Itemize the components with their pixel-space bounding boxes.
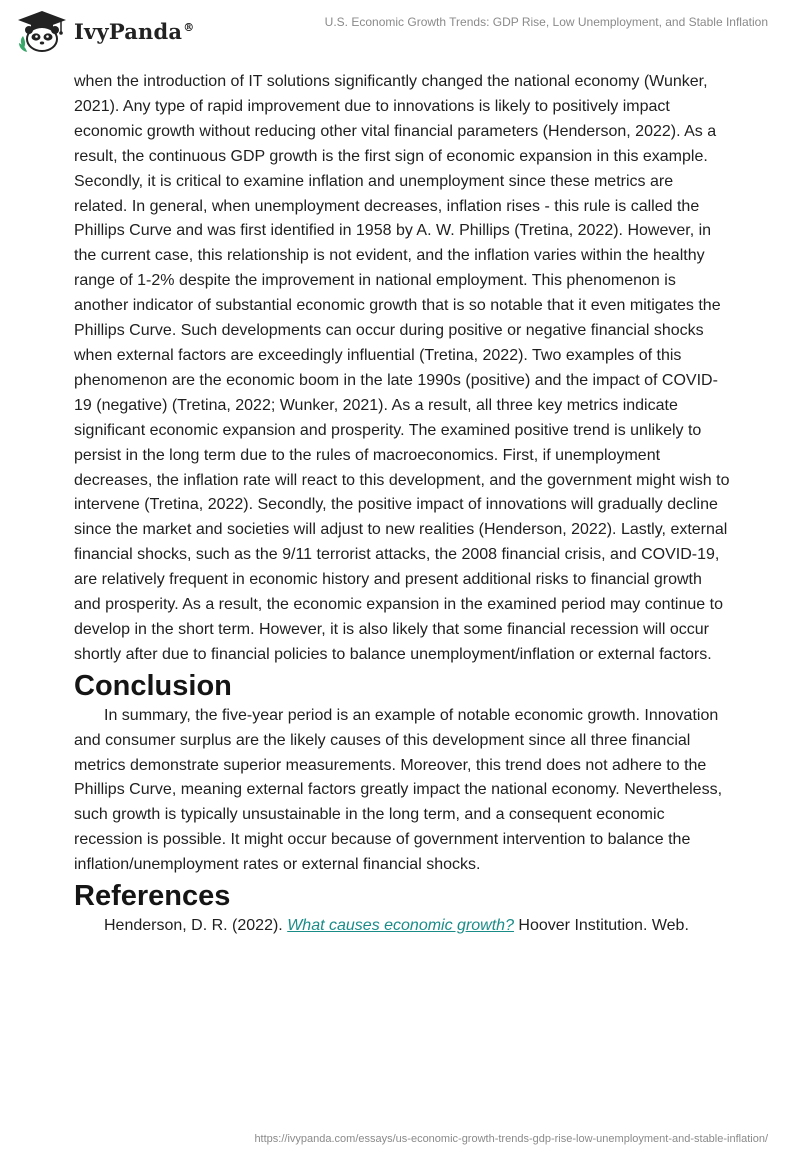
reference-source: Hoover Institution. Web. [513,917,689,935]
references-heading: References [74,880,231,913]
essay-content [74,70,730,938]
conclusion-paragraph: In summary, the five-year period is an example of notable economic growth. Innovation and consumer surplus are the likely causes of this development since all three financial metrics demonstrate superior measurements. Moreover, this trend does not adhere to the Phillips Curve, meaning external factors greatly impact the national economy. Nevertheless, such growth is typically unsustainable in the long term, and a consequent economic recession is possible. It might occur because of government intervention to balance the inflation/unemployment rates or external financial shocks. [74,706,723,874]
conclusion-heading: Conclusion [74,669,232,702]
reference-link[interactable]: What causes economic growth? [287,917,514,935]
document-title: U.S. Economic Growth Trends: GDP Rise, Low Unemployment, and Stable Inflation [324,15,768,29]
ivypanda-logo[interactable] [14,8,194,54]
brand-name: IvyPanda® [74,18,195,44]
reference-item [74,914,730,938]
footer-url[interactable]: https://ivypanda.com/essays/us-economic-growth-trends-gdp-rise-low-unemployment-and-stable-inflation/ [254,1133,768,1145]
registered-mark: ® [183,20,195,34]
reference-author: Henderson, D. R. (2022). [104,917,288,935]
page-header [0,0,800,60]
intro-paragraph: when the introduction of IT solutions significantly changed the national economy (Wunker, 2021). Any type of rapid improvement due to innovations is likely to positively impact economic growth without reducing other vital financial parameters (Henderson, 2022). As a result, the continuous GDP growth is the first sign of economic expansion in this example. Secondly, it is critical to examine inflation and unemployment since these metrics are related. In general, when unemployment decreases, inflation rises - this rule is called the Phillips Curve and was first identified in 1958 by A. W. Phillips (Tretina, 2022). However, in the current case, this relationship is not evident, and the inflation varies within the healthy range of 1-2% despite the improvement in national employment. This phenomenon is another indicator of substantial economic growth that is so notable that it even mitigates the Phillips Curve. Such developments can occur during positive or negative financial shocks when external factors are exceedingly influential (Tretina, 2022). Two examples of this phenomenon are the economic boom in the late 1990s (positive) and the impact of COVID-19 (negative) (Tretina, 2022; Wunker, 2021). As a result, all three key metrics indicate significant economic expansion and prosperity. The examined positive trend is unlikely to persist in the long term due to the rules of macroeconomics. First, if unemployment decreases, the inflation rate will react to this development, and the government might wish to intervene (Tretina, 2022). Secondly, the positive impact of innovations will gradually decline since the market and societies will adjust to new realities (Henderson, 2022). Lastly, external financial shocks, such as the 9/11 terrorist attacks, the 2008 financial crisis, and COVID-19, are relatively frequent in economic history and present additional risks to financial growth and prosperity. As a result, the economic expansion in the examined period may continue to develop in the short term. However, it is also likely that some financial recession will occur shortly after due to financial policies to balance unemployment/inflation or external factors. [74,73,730,663]
panda-graduate-icon [14,8,70,54]
